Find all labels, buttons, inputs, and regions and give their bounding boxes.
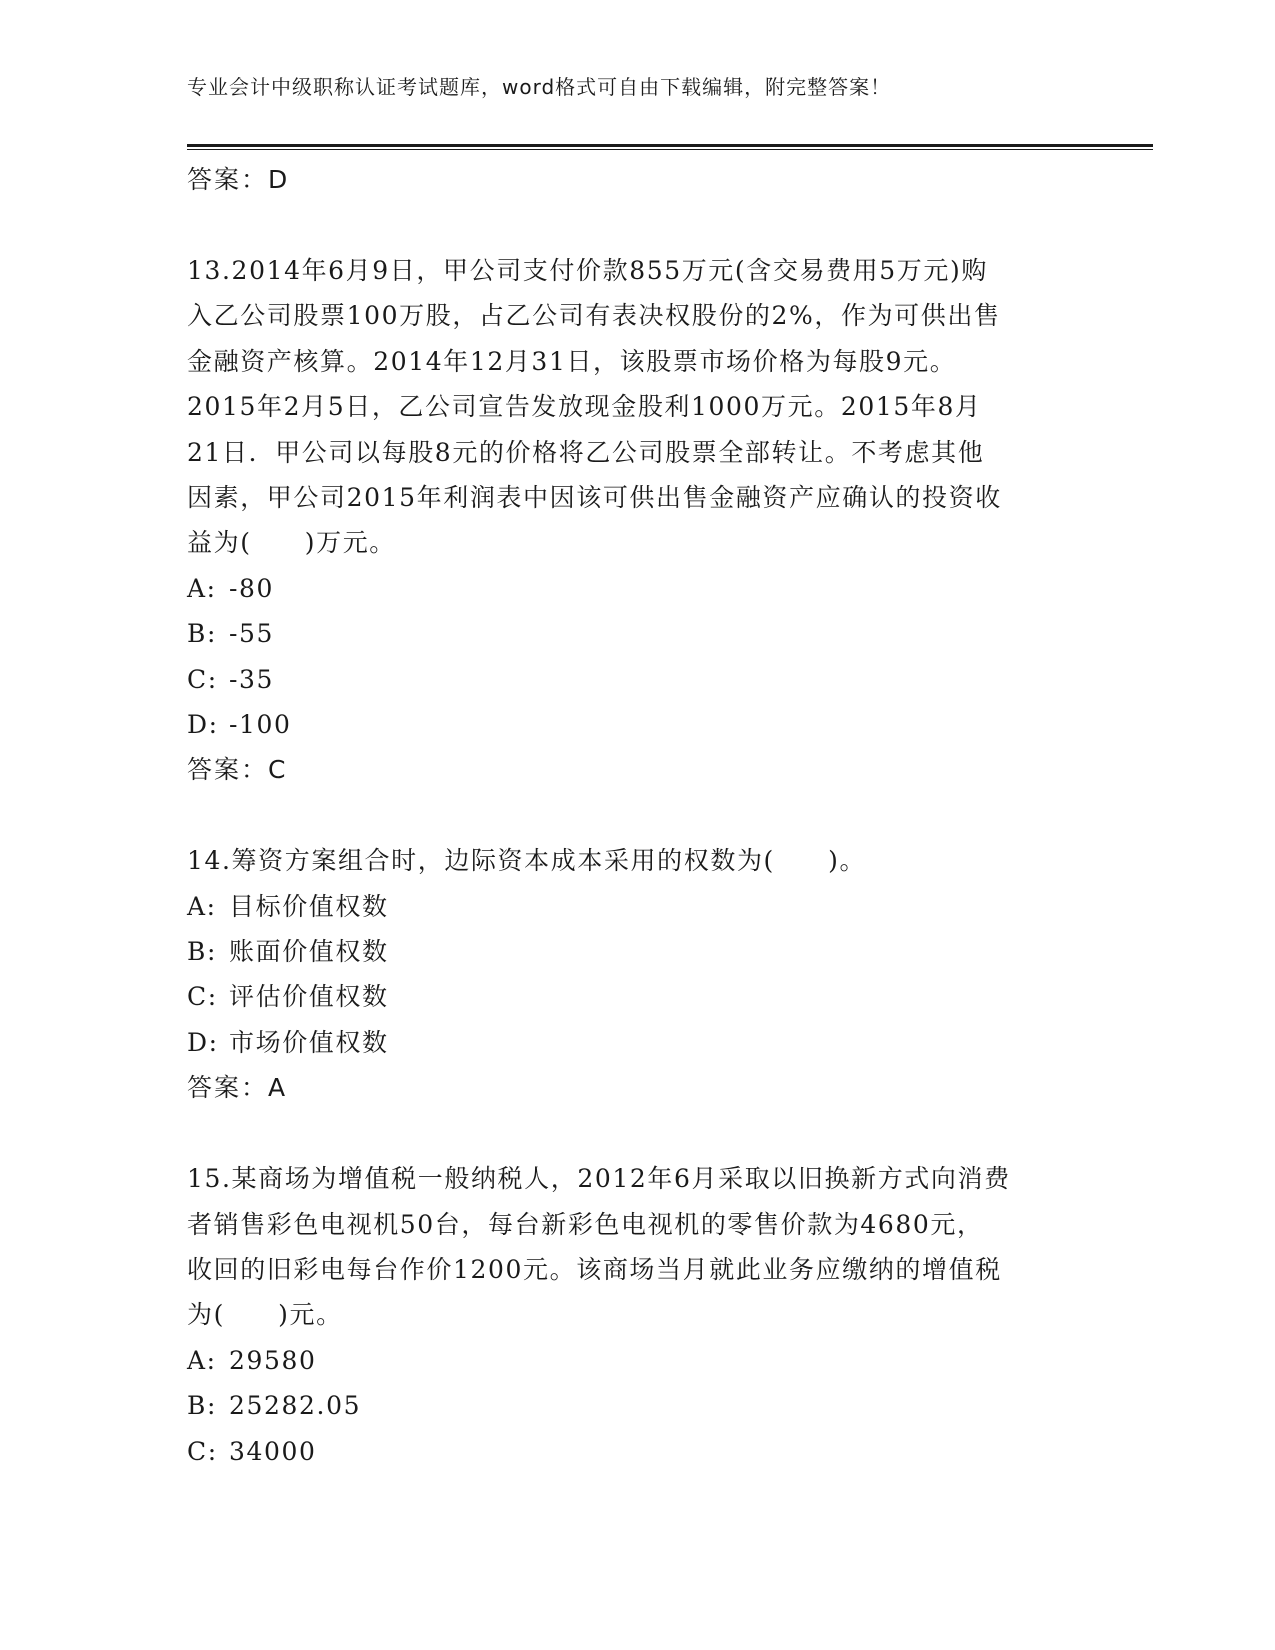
question-line: 收回的旧彩电每台作价1200元。该商场当月就此业务应缴纳的增值税 [187,1255,1002,1285]
answer-label: 答案：A [187,1073,288,1103]
option-key: C: [187,982,218,1012]
question-line: 13.2014年6月9日，甲公司支付价款855万元(含交易费用5万元)购 [187,256,988,285]
question-text [187,838,1087,883]
question-line: 益为( )万元。 [187,528,396,558]
question-line: 2015年2月5日，乙公司宣告发放现金股利1000万元。2015年8月 [187,392,982,422]
option-c [187,974,1087,1019]
option-key: C: [187,1436,218,1466]
option-text: 目标价值权数 [229,891,389,921]
option-key: D: [187,1027,219,1057]
question-line: 入乙公司股票100万股，占乙公司有表决权股份的2%，作为可供出售 [187,301,1001,331]
option-text: 账面价值权数 [229,937,389,967]
answer-label: 答案：D [187,165,290,194]
option-text: -35 [229,664,275,694]
page-header: 专业会计中级职称认证考试题库，word格式可自由下载编辑，附完整答案！ [187,75,892,99]
document-body [187,157,1087,1474]
question-block [187,1156,1087,1474]
question-line: 因素，甲公司2015年利润表中因该可供出售金融资产应确认的投资收 [187,482,1002,512]
option-key: B: [187,937,217,967]
spacer [187,202,1087,248]
question-line: 15.某商场为增值税一般纳税人，2012年6月采取以旧换新方式向消费 [187,1164,1011,1194]
option-key: A: [187,891,217,921]
option-key: D: [187,709,219,739]
spacer [187,792,1087,838]
option-text: 29580 [229,1345,317,1375]
option-text: 市场价值权数 [229,1027,389,1057]
question-block [187,248,1087,792]
question-text [187,1156,1087,1338]
answer-label: 答案：C [187,755,288,785]
option-d [187,1020,1087,1065]
header-rule-thin [187,149,1153,150]
spacer [187,1110,1087,1156]
option-b [187,611,1087,656]
option-b [187,1383,1087,1428]
question-block [187,838,1087,1110]
option-key: B: [187,1391,217,1421]
option-a [187,566,1087,611]
option-a [187,884,1087,929]
option-key: A: [187,573,217,603]
question-line: 14.筹资方案组合时，边际资本成本采用的权数为( )。 [187,846,867,876]
option-d [187,702,1087,747]
option-key: C: [187,664,218,694]
question-line: 为( )元。 [187,1300,343,1330]
option-text: 34000 [229,1436,317,1466]
option-key: B: [187,619,217,649]
option-c [187,1429,1087,1474]
option-text: 25282.05 [229,1391,362,1421]
question-line: 21日．甲公司以每股8元的价格将乙公司股票全部转让。不考虑其他 [187,437,985,467]
question-line: 者销售彩色电视机50台，每台新彩色电视机的零售价款为4680元， [187,1209,984,1239]
question-text [187,248,1087,566]
option-key: A: [187,1345,217,1375]
question-line: 金融资产核算。2014年12月31日，该股票市场价格为每股9元。 [187,346,957,376]
option-b [187,929,1087,974]
option-c [187,657,1087,702]
option-text: -55 [229,619,275,649]
option-text: 评估价值权数 [229,982,389,1012]
option-a [187,1338,1087,1383]
header-rule-thick [187,144,1153,147]
option-text: -100 [229,709,292,739]
option-text: -80 [229,573,275,603]
